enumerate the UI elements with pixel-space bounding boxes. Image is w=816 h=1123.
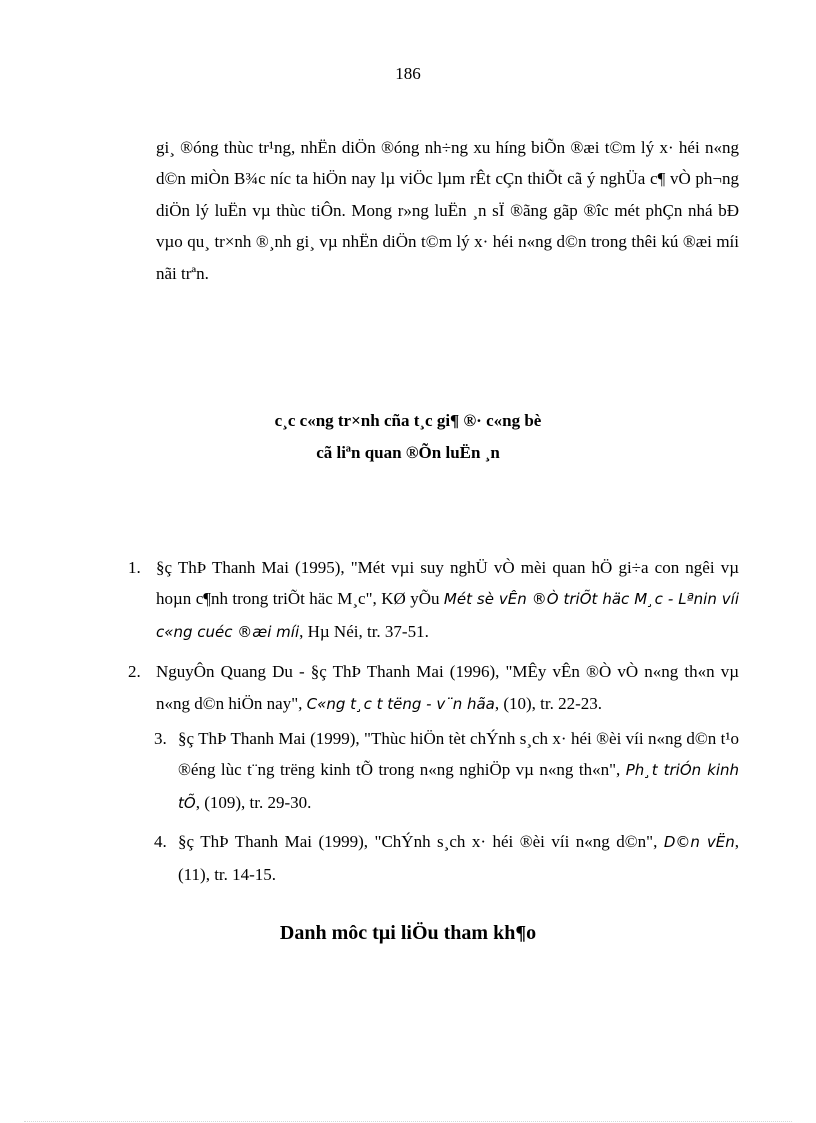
reference-text: §ç ThÞ Thanh Mai (1999), "Thùc hiÖn tèt chÝnh s¸ch x· héi ®èi víi n«ng d©n t¹o ®éng lùc t¨ng trëng kinh tÕ trong n«ng nghiÖp vµ n«ng th«n", [178,729,739,780]
page-bottom-rule [24,1121,792,1122]
reference-text-tail: , Hµ Néi, tr. 37-51. [299,621,429,641]
reference-italic-title: C«ng t¸c t tëng - v¨n hãa [306,694,495,713]
reference-text-tail: , (11), tr. 14-15. [178,832,740,884]
reference-item [0,656,739,720]
reference-item [0,826,739,890]
reference-number: 2. [128,662,141,682]
reference-text-tail: , (10), tr. 22-23. [494,693,603,713]
page-number: 186 [395,64,421,83]
reference-italic-title: D©n vËn [663,833,735,852]
reference-italic-title: Mét sè vÊn ®Ò triÕt häc M¸c - Lªnin víi c«ng cuéc ®æi míi [156,590,739,641]
reference-number: 3. [154,729,167,749]
publications-heading [0,405,816,469]
reference-text: §ç ThÞ Thanh Mai (1999), "ChÝnh s¸ch x· héi ®èi víi n«ng d©n", [178,832,664,852]
reference-text: §ç ThÞ Thanh Mai (1995), "Mét vµi suy nghÜ vÒ mèi quan hÖ gi÷a con ngêi vµ hoµn c¶nh trong triÕt häc M¸c", KØ yÕu [156,558,739,609]
reference-item [0,552,739,648]
reference-number: 4. [154,832,167,852]
reference-text-tail: , (109), tr. 29-30. [195,792,312,812]
reference-item [0,723,739,819]
intro-paragraph: gi¸ ®óng thùc tr¹ng, nhËn diÖn ®óng nh÷ng xu híng biÕn ®æi t©m lý x· héi n«ng d©n miÒn B¾c níc ta hiÖn nay lµ viÖc lµm rÊt cÇn thiÕt cã ý nghÜa c¶ vÒ ph¬ng diÖn lý luËn vµ thùc tiÔn. Mong r»ng luËn ¸n sÏ ®ãng gãp ®îc mét phÇn nhá bÐ vµo qu¸ tr×nh ®¸nh gi¸ vµ nhËn diÖn t©m lý x· héi n«ng d©n trong thêi kú ®æi míi nãi trªn. [156,138,739,283]
reference-list [0,552,816,897]
publications-heading-line1: c¸c c«ng tr×nh cña t¸c gi¶ ®· c«ng bè [274,411,542,430]
publications-heading-line2: cã liªn quan ®Õn luËn ¸n [316,443,500,462]
reference-italic-title: Ph¸t triÓn kinh tÕ [178,761,739,812]
reference-number: 1. [128,558,141,577]
bibliography-title: Danh môc tµi liÖu tham kh¶o [279,922,537,944]
reference-text: NguyÔn Quang Du - §ç ThÞ Thanh Mai (1996), "MÊy vÊn ®Ò vÒ n«ng th«n vµ n«ng d©n hiÖn nay", [156,662,739,713]
